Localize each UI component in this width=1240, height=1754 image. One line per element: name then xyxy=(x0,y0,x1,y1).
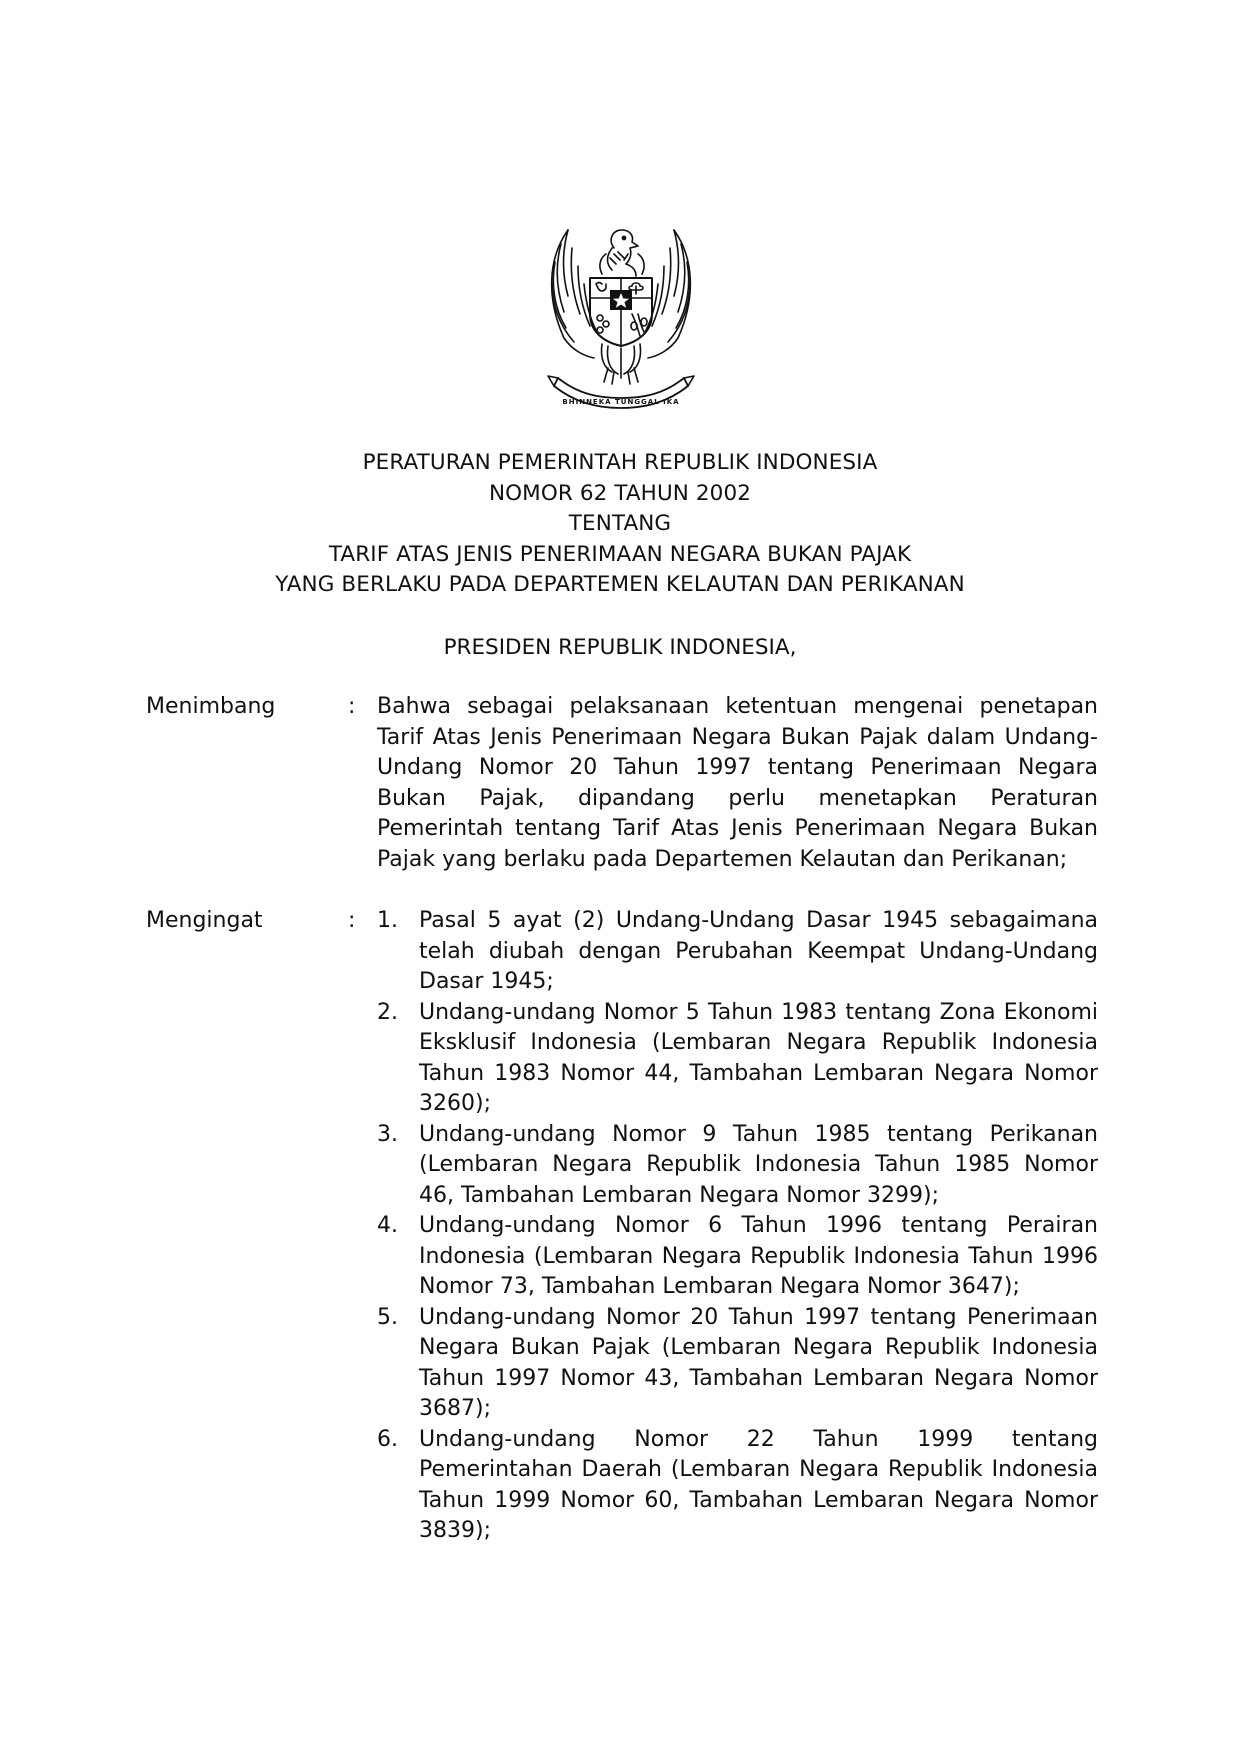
list-item-text: Undang-undang Nomor 20 Tahun 1997 tentang Penerimaan Negara Bukan Pajak (Lembaran Negara Republik Indonesia Tahun 1997 Nomor 43, Tambahan Lembaran Negara Nomor 3687); xyxy=(419,1304,1098,1421)
list-item-number: 6. xyxy=(377,1426,398,1452)
svg-text:BHINNEKA TUNGGAL IKA: BHINNEKA TUNGGAL IKA xyxy=(562,398,680,406)
menimbang-label: Menimbang xyxy=(146,694,276,719)
mengingat-colon: : xyxy=(348,908,356,933)
mengingat-label: Mengingat xyxy=(146,908,263,933)
president-heading: PRESIDEN REPUBLIK INDONESIA, xyxy=(443,635,797,660)
list-item-number: 4. xyxy=(377,1213,398,1238)
list-item-text: Undang-undang Nomor 5 Tahun 1983 tentang Zona Ekonomi Eksklusif Indonesia (Lembaran Negara Republik Indonesia Tahun 1983 Nomor 44, Tambahan Lembaran Negara Nomor 3260); xyxy=(419,999,1098,1116)
list-item xyxy=(377,998,1098,1120)
title-line-4: TARIF ATAS JENIS PENERIMAAN NEGARA BUKAN PAJAK xyxy=(328,541,912,567)
list-item xyxy=(377,1211,1098,1303)
garuda-emblem-icon xyxy=(528,218,714,414)
list-item-text: Pasal 5 ayat (2) Undang-Undang Dasar 1945 sebagaimana telah diubah dengan Perubahan Keempat Undang-Undang Dasar 1945; xyxy=(419,908,1098,994)
list-item-text: Undang-undang Nomor 9 Tahun 1985 tentang Perikanan (Lembaran Negara Republik Indonesia Tahun 1985 Nomor 46, Tambahan Lembaran Negara Nomor 3299); xyxy=(419,1121,1098,1208)
list-item xyxy=(377,1425,1098,1547)
regulation-title xyxy=(140,448,1100,601)
list-item-text: Undang-undang Nomor 22 Tahun 1999 tentang Pemerintahan Daerah (Lembaran Negara Republik Indonesia Tahun 1999 Nomor 60, Tambahan Lembaran Negara Nomor 3839); xyxy=(419,1426,1098,1543)
menimbang-colon: : xyxy=(348,694,356,719)
list-item-number: 2. xyxy=(377,999,398,1025)
list-item xyxy=(377,906,1098,998)
menimbang-text: Bahwa sebagai pelaksanaan ketentuan mengenai penetapan Tarif Atas Jenis Penerimaan Negara Bukan Pajak dalam Undang-Undang Nomor 20 Tahun 1997 tentang Penerimaan Negara Bukan Pajak, dipandang perlu menetapkan Peraturan Pemerintah tentang Tarif Atas Jenis Penerimaan Negara Bukan Pajak yang berlaku pada Departemen Kelautan dan Perikanan; xyxy=(377,694,1098,872)
list-item xyxy=(377,1303,1098,1425)
list-item-number: 1. xyxy=(377,908,398,933)
title-line-1: PERATURAN PEMERINTAH REPUBLIK INDONESIA xyxy=(362,450,878,475)
list-item-number: 3. xyxy=(377,1121,398,1147)
list-item-text: Undang-undang Nomor 6 Tahun 1996 tentang Perairan Indonesia (Lembaran Negara Republik Indonesia Tahun 1996 Nomor 73, Tambahan Lembaran Negara Nomor 3647); xyxy=(419,1213,1098,1299)
list-item xyxy=(377,1120,1098,1212)
title-line-5: YANG BERLAKU PADA DEPARTEMEN KELAUTAN DAN PERIKANAN xyxy=(275,572,965,597)
mengingat-list xyxy=(377,906,1098,1547)
title-line-2: NOMOR 62 TAHUN 2002 xyxy=(488,480,752,506)
title-line-3: TENTANG xyxy=(568,511,672,536)
list-item-number: 5. xyxy=(377,1304,398,1330)
